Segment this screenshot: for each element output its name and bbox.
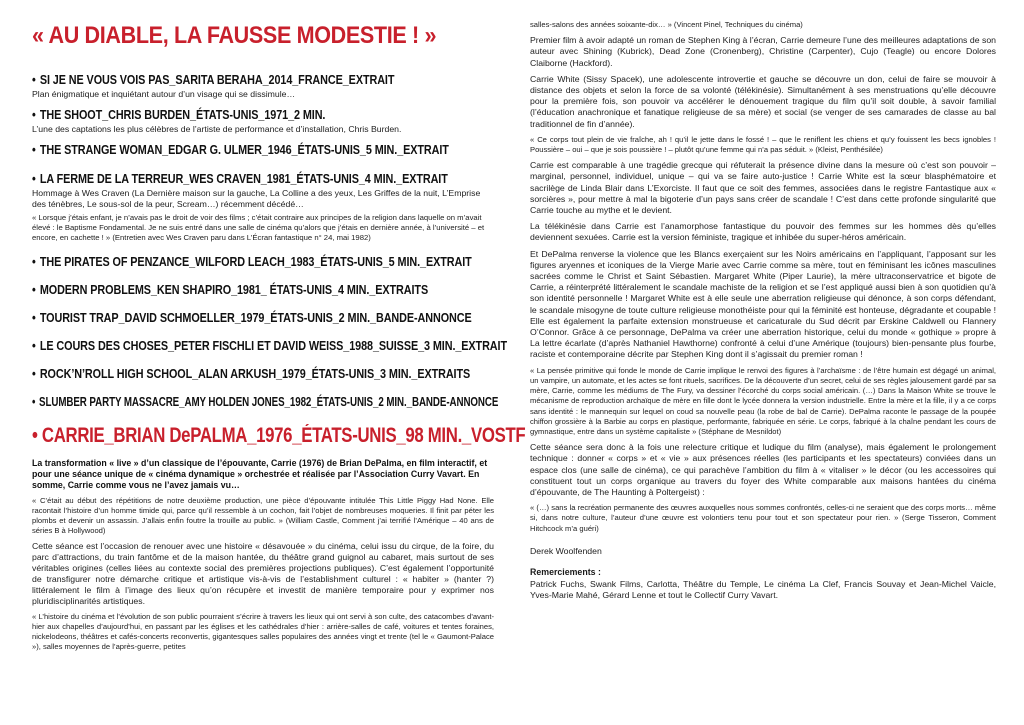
carrie-paragraph: Cette séance est l’occasion de renouer avec une histoire « désavouée » du cinéma, celui issu du cirque, de la foire, du parc d’attractions, du train fantôme et de la maison hantée, du théâtre grand guignol au cabaret, mais surtout de ses véritables origines (celles liées au contexte social des premières projections publiques). C’est également l’opportunité de transfigurer notre démarche critique et artistique vis-à-vis de l’establishment culturel : « habiter » (hanter ?) littéralement le film à l’image des lieux qu’on récupère et investit de manière temporaire pour y exprimer nos pluridisciplinarités artistiques. [32, 541, 494, 606]
left-column [32, 22, 526, 657]
film-entry [32, 142, 494, 158]
film-entry [32, 254, 494, 270]
paragraph: Cette séance sera donc à la fois une relecture critique et ludique du film (analyse), mais également le prolongement technique : donner « corps » et « vie » aux présences réelles (les participants et les spectateurs) conviées dans un espace clos (une salle de cinéma), ce qui parachève l’ambition du film à « vitaliser » le décor (ou les accessoires qui constituent tout un corps organique au travers du foyer des White comparable aux maisons hantées du cinéma d’épouvante, de The Haunting à Poltergeist) : [530, 442, 996, 497]
carrie-lead: La transformation « live » d’un classique de l’épouvante, Carrie (1976) de Brian DePalma, en film interactif, et pour une séance unique de « cinéma dynamique » orchestrée et réalisée par l’Association Curry Vavart. En somme, Carrie comme vous ne l’avez jamais vu… [32, 458, 488, 490]
tisseron-quote: « (…) sans la recréation permanente des œuvres auxquelles nous sommes confrontés, celles-ci ne seraient que des corps morts… même si, dans notre culture, l’auteur d’une œuvre est volontiers tenu pour tout et son spectateur pour rien. » (Serge Tisseron, Comment Hitchcock m’a guéri) [530, 503, 996, 533]
film-entry [32, 338, 507, 354]
film-quote: « Lorsque j’étais enfant, je n’avais pas le droit de voir des films ; c’était contraire aux principes de la religion dans laquelle on m’avait élevé : le Baptisme Fondamental. Je ne suis entré dans une salle de cinéma qu’alors que j’étais en dernière année, à l’université – et encore, en cachette ! » (Entretien avec Wes Craven paru dans L’Écran fantastique n° 24, mai 1982) [32, 213, 485, 242]
right-column [530, 20, 996, 606]
bullet-icon: • [32, 142, 36, 157]
paragraph: Carrie est comparable à une tragédie grecque qui réfuterait la présence divine dans la mesure où c’est son pouvoir – marginal, personnel, individuel, unique – qui va se faire auto-justice ! Carrie White est la sœur blasphématoire et sacrilège de Linda Blair dans L’Exorciste. Il faut que ce soit des femmes, associées dans le registre Fantastique aux « sorcières », pour mettre à mal la bigoterie d’un pays sans créer de scandale ! C’est dans cette profonde singularité que Carrie touche au mythe et le devient. [530, 160, 996, 216]
film-heading: • MODERN PROBLEMS_KEN SHAPIRO_1981_ ÉTATS-UNIS_4 MIN._EXTRAITS [32, 282, 429, 297]
film-heading: • THE STRANGE WOMAN_EDGAR G. ULMER_1946_ÉTATS-UNIS_5 MIN._EXTRAIT [32, 142, 449, 157]
film-heading: • THE PIRATES OF PENZANCE_WILFORD LEACH_1983_ÉTATS-UNIS_5 MIN._EXTRAIT [32, 254, 472, 269]
film-entry [32, 366, 494, 382]
bullet-icon: • [32, 171, 36, 186]
film-description: L’une des captations les plus célèbres de l’artiste de performance et d’installation, Chris Burden. [32, 124, 402, 134]
film-entry [32, 171, 494, 243]
paragraph: Carrie White (Sissy Spacek), une adolescente introvertie et gauche se découvre un don, celui de faire se mouvoir à distance des objets et selon la force de sa volonté (télékinésie). Simultanément à ses menstruations qu’elle découvre pour la première fois, son pouvoir va accélérer le dénouement tragique du film qu’il soit double, à savoir familial (l’éducation anachronique et fanatique religieuse de sa mère) et social (se venger de ses camarades de classe au bal traditionnel de fin d’année). [530, 73, 996, 129]
thanks-title: Remerciements : [530, 566, 601, 577]
film-heading: • THE SHOOT_CHRIS BURDEN_ÉTATS-UNIS_1971_2 MIN. [32, 107, 326, 122]
bullet-icon: • [32, 310, 36, 325]
paragraph: Premier film à avoir adapté un roman de Stephen King à l’écran, Carrie demeure l’une des meilleures adaptations de son auteur avec Shining (Kubrick), Dead Zone (Cronenberg), Christine (Carpenter), Cujo (Teagle) ou encore Dolores Claiborne (Hackford). [530, 35, 996, 68]
paragraph: Et DePalma renverse la violence que les Blancs exerçaient sur les Noirs américains en l’appliquant, l’apposant sur les figures aryennes et iconiques de la Vierge Marie avec Carrie comme sa mère, tout en féminisant les icônes masculines sacrées comme le Christ et Saint Sébastien. Margaret White (Piper Laurie), la mère ultraconservatrice et bigote de Carrie, a réinterprété littéralement le scandale machiste de la religion et se l’est appliqué aussi bien à son quotidien qu’à son identité personnelle ! Margaret White est à elle seule une aberration religieuse qui dénonce, à son corps défendant, le scandale misogyne de toute culture religieuse monothéiste pour qui la féminité est honteuse, dégradante et coupable ! Elle est également la parfaite extension monstrueuse et caricaturale du Sud décrit par Erskine Caldwell ou Flannery O’Connor. Grâce à ce personnage, DePalma va créer une aberration historique, celui du monde « gothique » propre à La lettre écarlate (d’après Nathaniel Hawthorne) confronté à celui d’une Amérique (toujours) bien-pensante plus fourbe, raciste et contemporaine décrite par Stephen King dont il s’agissait du premier roman ! [530, 248, 996, 360]
mesnildot-quote: « La pensée primitive qui fonde le monde de Carrie implique le renvoi des figures à l’archaïsme : de l’être humain est dégagé un animal, un vampire, un automate, et les actes se font rituels, sacrifices. De la découverte d’un secret, celui de ses règles jalousement gardé par sa mère, Carrie, comme les médiums de The Fury, va dessiner l’écorché du corps social américain. (…) Dans la Maison White se trouve le mécanisme de reproduction archaïque de mère en fille dont le lycée donnera la version industrielle. Entre la mère et la fille, il y a ce corps sans identité : le mannequin sur lequel on coud sa nouvelle peau (la robe de bal de Carrie). DePalma raconte le passage de la poupée chiffon grossière à la Barbie au corps en plastique, performante, fabriquée en série. Le corps, fabriqué à la chaîne pendant les cours de gymnastique, entre dans un système capitaliste » (Stéphane de Mesnildot) [530, 365, 996, 436]
bullet-icon: • [32, 107, 36, 122]
film-description: Plan énigmatique et inquiétant autour d’un visage qui se dissimule… [32, 89, 296, 99]
page-title: « AU DIABLE, LA FAUSSE MODESTIE ! » [32, 22, 437, 49]
signature: Derek Woolfenden [530, 545, 602, 556]
bullet-icon: • [32, 254, 36, 269]
thanks-text: Patrick Fuchs, Swank Films, Carlotta, Théâtre du Temple, Le cinéma La Clef, Francis Souvay et Jean-Michel Vaicle, Yves-Marie Mahé, Gérard Lenne et tout le Collectif Curry Vavart. [530, 578, 996, 601]
film-heading: • SI JE NE VOUS VOIS PAS_SARITA BERAHA_2014_FRANCE_EXTRAIT [32, 72, 395, 87]
paragraph: La télékinésie dans Carrie est l’anamorphose fantastique du pouvoir des femmes sur les hommes dès qu’elles deviennent sexuées. Carrie est la version féministe, tragique et inhibée du super-héros américain. [530, 221, 996, 243]
carrie-heading: • CARRIE_BRIAN DePALMA_1976_ÉTATS-UNIS_98 MIN._VOSTF [32, 424, 526, 447]
film-entry [32, 394, 499, 410]
film-heading: • SLUMBER PARTY MASSACRE_AMY HOLDEN JONES_1982_ÉTATS-UNIS_2 MIN._BANDE-ANNONCE [32, 394, 499, 409]
bullet-icon: • [32, 282, 36, 297]
film-entry [32, 310, 494, 326]
pinel-quote-end: salles-salons des années soixante-dix… » (Vincent Pinel, Techniques du cinéma) [530, 20, 803, 29]
film-heading: • LE COURS DES CHOSES_PETER FISCHLI ET DAVID WEISS_1988_SUISSE_3 MIN._EXTRAIT [32, 338, 507, 353]
film-description: Hommage à Wes Craven (La Dernière maison sur la gauche, La Colline a des yeux, Les Griffes de la nuit, L’Emprise des ténèbres, Le sous-sol de la peur, Scream…) récemment décédé… [32, 188, 481, 209]
castle-quote: « C’était au début des répétitions de notre deuxième production, une pièce d’épouvante intitulée This Little Piggy Had None. Elle racontait l’histoire d’un homme timide qui, parce qu’il ressemble à un cochon, fait l’objet de nombreuses moqueries. Il finit par péter les plombs et devenir un assassin. J’allais enfin foutre la trouille au public. » (William Castle, Comment j’ai terrifié l’Amérique – 40 ans de séries B à Hollywood) [32, 496, 494, 535]
bullet-icon: • [32, 72, 36, 87]
pinel-quote: « L’histoire du cinéma et l’évolution de son public pourraient s’écrire à travers les lieux qui ont servi à son culte, des catacombes d’avant-hier aux chapelles d’aujourd’hui, en passant par les églises et les cathédrales d’hier : arrière-salles de café, voitures et tentes foraines, nickelodeons, théâtres et cafés-concerts reconvertis, gigantesques salles populaires des années vingt et trente (tel le « Gaumont-Palace »), salles moyennes de l’après-guerre, petites [32, 612, 494, 651]
bullet-icon: • [32, 394, 36, 409]
film-entry [32, 72, 494, 100]
film-heading: • LA FERME DE LA TERREUR_WES CRAVEN_1981_ÉTATS-UNIS_4 MIN._EXTRAIT [32, 171, 448, 186]
bullet-icon: • [32, 366, 36, 381]
kleist-quote: « Ce corps tout plein de vie fraîche, ah ! qu’il le jette dans le fossé ! – que le reniflent les chiens et qu’y fouissent les becs ignobles ! Poussière – oui – que je sois poussière ! – plutôt qu’une femme qui n’a pas séduit. » (Kleist, Penthésilée) [530, 134, 996, 155]
film-heading: • ROCK’N’ROLL HIGH SCHOOL_ALAN ARKUSH_1979_ÉTATS-UNIS_3 MIN._EXTRAITS [32, 366, 471, 381]
bullet-icon: • [32, 338, 36, 353]
bullet-icon: • [32, 424, 38, 447]
film-entry [32, 107, 494, 135]
film-entry [32, 282, 494, 298]
film-heading: • TOURIST TRAP_DAVID SCHMOELLER_1979_ÉTATS-UNIS_2 MIN._BANDE-ANNONCE [32, 310, 472, 325]
